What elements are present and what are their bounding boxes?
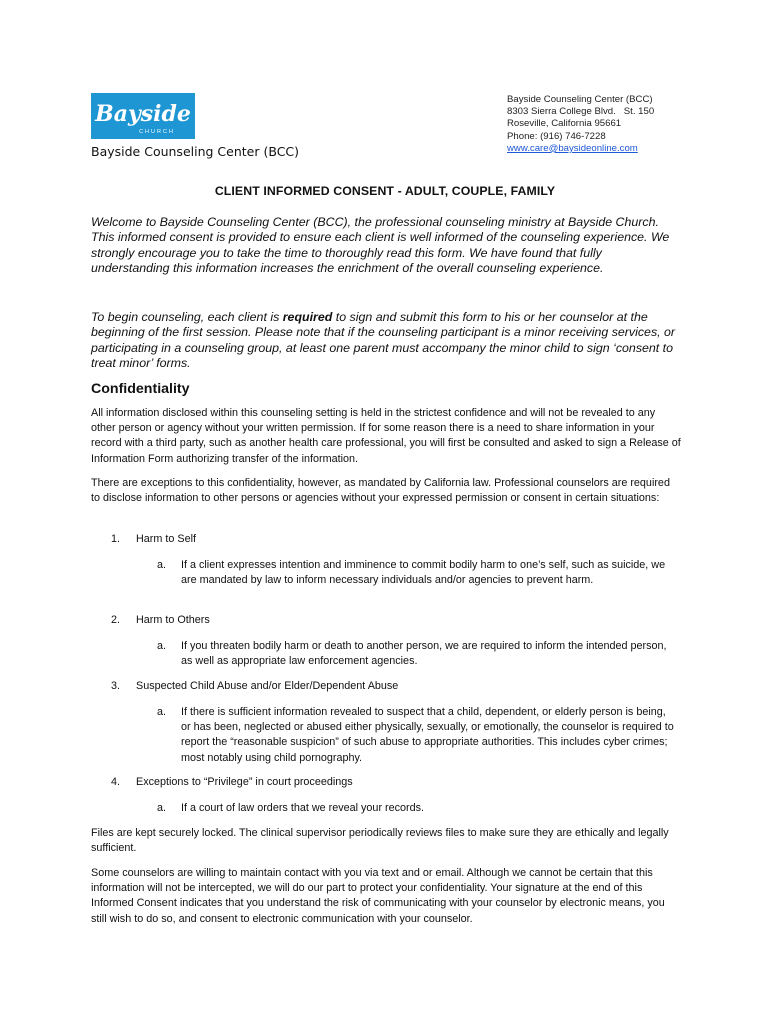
item-label: Exceptions to “Privilege” in court proceedings — [136, 776, 353, 788]
confidentiality-paragraph-2: There are exceptions to this confidentiality, however, as mandated by California law. Professional counselors are required to disclose information to other persons or agencies without your expressed permission or consent in certain situations: — [91, 477, 670, 505]
item-number: 3. — [111, 680, 121, 692]
item-label: Harm to Self — [136, 533, 196, 545]
confidentiality-paragraph-3: Files are kept securely locked. The clinical supervisor periodically reviews files to make sure they are ethically and legally sufficient. — [91, 827, 669, 855]
logo-subtext: CHURCH — [139, 129, 175, 135]
address-line-3: Roseville, California 95661 — [507, 118, 622, 130]
subitem-text: If a court of law orders that we reveal your records. — [181, 802, 425, 814]
intro-p2-after: to sign and submit this form to his or her counselor at the beginning of the first session. Please note that if the counseling participant is a minor receiving services, or participating in a counseling group, at least one parent must accompany the minor child to sign ‘consent to treat minor’ forms. — [91, 310, 676, 371]
website-link[interactable]: www.care@baysideonline.com — [507, 142, 638, 154]
exception-item-2 — [111, 613, 210, 628]
address-line-2: 8303 Sierra College Blvd. St. 150 — [507, 106, 655, 118]
intro-paragraph-1: Welcome to Bayside Counseling Center (BCC), the professional counseling ministry at Bayside Church. This informed consent is provided to ensure each client is well informed of the counseling experience. We strongly encourage you to take the time to thoroughly read this form. We have found that fully understanding this information increases the enrichment of the overall counseling experience. — [91, 215, 670, 276]
intro-paragraph-2 — [91, 310, 681, 372]
exception-item-3 — [111, 679, 398, 694]
subitem-letter: a. — [157, 802, 167, 814]
intro-p2-required: required — [282, 310, 333, 324]
confidentiality-paragraph-4: Some counselors are willing to maintain contact with you via text and or email. Although we cannot be certain that this information will not be intercepted, we will do our part to protect your confidentiality. Your signature at the end of this Informed Consent indicates that you understand the risk of communicating with your counselor by electronic means, you still wish to do so, and consent to electronic communication with your counselor. — [91, 867, 665, 925]
subitem-text: If a client expresses intention and imminence to commit bodily harm to one’s self, such as suicide, we are mandated by law to inform necessary individuals and/or agencies to prevent harm. — [181, 559, 666, 587]
logo-graphic — [91, 93, 195, 139]
org-name: Bayside Counseling Center (BCC) — [91, 144, 300, 159]
subitem-letter: a. — [157, 559, 167, 571]
phone-number: Phone: (916) 746-7228 — [507, 130, 606, 142]
exception-subitem-3a — [157, 705, 677, 766]
subitem-text: If you threaten bodily harm or death to another person, we are required to inform the intended person, as well as appropriate law enforcement agencies. — [181, 640, 667, 668]
confidentiality-heading: Confidentiality — [91, 381, 190, 397]
exception-subitem-4a — [157, 801, 677, 816]
item-number: 4. — [111, 776, 121, 788]
exception-subitem-2a — [157, 639, 677, 669]
document-title: CLIENT INFORMED CONSENT - ADULT, COUPLE, FAMILY — [214, 184, 556, 198]
exception-item-1 — [111, 532, 196, 547]
item-number: 1. — [111, 533, 121, 545]
exception-item-4 — [111, 775, 353, 790]
item-label: Harm to Others — [136, 614, 210, 626]
address-line-1: Bayside Counseling Center (BCC) — [507, 94, 653, 105]
subitem-text: If there is sufficient information revealed to suspect that a child, dependent, or elderly person is being, or has been, neglected or abused either physically, sexually, or emotionally, the counselor is required to report the “reasonable suspicion” of such abuse to appropriate authorities. This includes cyber crimes; most notably using child pornography. — [181, 706, 674, 764]
exception-subitem-1a — [157, 558, 677, 588]
address-block — [507, 94, 654, 155]
subitem-letter: a. — [157, 640, 167, 652]
logo-text: Bayside — [95, 101, 191, 127]
bayside-church-logo — [91, 93, 195, 139]
item-label: Suspected Child Abuse and/or Elder/Dependent Abuse — [136, 680, 399, 692]
intro-p2-before: To begin counseling, each client is — [91, 310, 283, 324]
item-number: 2. — [111, 614, 121, 626]
confidentiality-paragraph-1: All information disclosed within this counseling setting is held in the strictest confidence and will not be revealed to any other person or agency without your written permission. If for some reason there is a need to share information in your record with a third party, such as another health care professional, you will first be consulted and asked to sign a Release of Information Form authorizing transfer of the information. — [91, 407, 681, 465]
subitem-letter: a. — [157, 706, 167, 718]
